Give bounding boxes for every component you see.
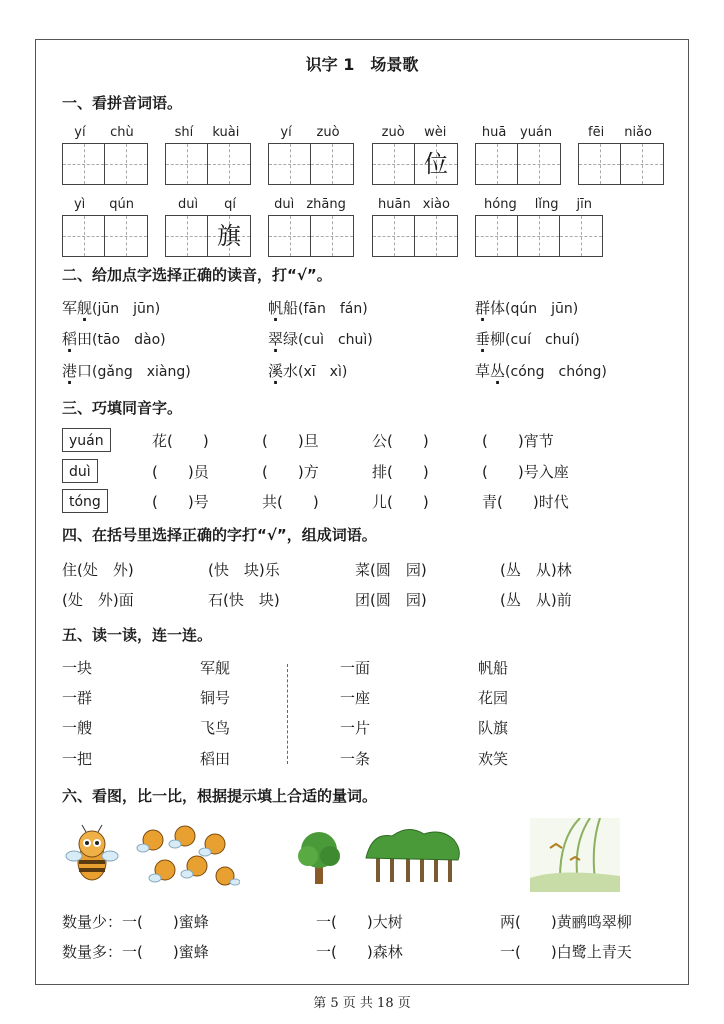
match-word[interactable]: 一把 (62, 750, 93, 768)
tianzige-cell[interactable] (373, 144, 415, 184)
pinyin-box: duì (62, 459, 98, 483)
pinyin-syllable: qí (224, 197, 236, 212)
cell-char (476, 216, 518, 256)
cell-char (166, 216, 208, 256)
match-word[interactable]: 军舰 (200, 659, 231, 677)
tianzige-cell[interactable] (518, 216, 560, 256)
tianzige-cell[interactable] (415, 144, 457, 184)
cell-char (63, 144, 105, 184)
match-word[interactable]: 一艘 (62, 719, 93, 737)
match-word[interactable]: 花园 (478, 689, 509, 707)
cell-char (311, 216, 353, 256)
tianzige-box[interactable] (62, 215, 148, 257)
tianzige-cell[interactable] (208, 216, 250, 256)
pinyin-syllable: zuò (381, 125, 405, 140)
tianzige-cell[interactable] (311, 216, 353, 256)
word-suffix: 柳 (490, 330, 506, 348)
match-word[interactable]: 一座 (340, 689, 371, 707)
tianzige-box[interactable] (268, 215, 354, 257)
dotted-char: 舰 (77, 299, 93, 317)
blank-item[interactable]: ( )宵节 (482, 432, 554, 450)
tianzige-cell[interactable] (105, 216, 147, 256)
choice-item[interactable]: (丛 从)林 (500, 561, 572, 579)
pinyin-row (372, 194, 456, 212)
pinyin-row (475, 122, 559, 140)
tianzige-cell[interactable] (166, 144, 208, 184)
measure-word-blank[interactable]: 数量少：一( )蜜蜂 (62, 913, 209, 931)
blank-item[interactable]: ( )号 (152, 493, 209, 511)
pinyin-options[interactable]: (cuí chuí) (505, 332, 580, 348)
pronunciation-item (475, 328, 580, 349)
cell-char (518, 144, 560, 184)
pinyin-row (268, 194, 352, 212)
dotted-char: 稻 (62, 330, 78, 348)
blank-item[interactable]: 花( ) (152, 432, 209, 450)
pinyin-box: yuán (62, 428, 111, 452)
pinyin-options[interactable]: (gǎng xiàng) (92, 364, 191, 380)
pinyin-syllable: duì (178, 197, 199, 212)
dotted-char: 垂 (475, 330, 491, 348)
tianzige-box[interactable] (268, 143, 354, 185)
pinyin-options[interactable]: (cóng chóng) (505, 364, 607, 380)
tianzige-cell[interactable] (208, 144, 250, 184)
word-suffix: 船 (283, 299, 299, 317)
blank-item[interactable]: ( )方 (262, 463, 319, 481)
cell-char (166, 144, 208, 184)
pronunciation-item (268, 297, 368, 318)
pinyin-syllable: wèi (424, 125, 447, 140)
pinyin-syllable: xiào (422, 197, 450, 212)
pinyin-row (165, 194, 249, 212)
choice-item[interactable]: (快 块)乐 (208, 561, 280, 579)
pronunciation-item (62, 328, 166, 349)
choice-item[interactable]: 住(处 外) (62, 561, 134, 579)
tianzige-box[interactable] (62, 143, 148, 185)
pinyin-row (165, 122, 249, 140)
pinyin-options[interactable]: (xī xì) (298, 364, 348, 380)
bee-swarm-illustration (135, 822, 240, 892)
choice-item[interactable]: (处 外)面 (62, 591, 134, 609)
tianzige-cell[interactable] (63, 144, 105, 184)
section-5-heading: 五、读一读，连一连。 (62, 626, 213, 644)
tianzige-cell[interactable] (476, 216, 518, 256)
tianzige-box[interactable] (372, 215, 458, 257)
tianzige-box[interactable] (475, 143, 561, 185)
dotted-char: 群 (475, 299, 491, 317)
blank-item[interactable]: 公( ) (372, 432, 429, 450)
match-word[interactable]: 一面 (340, 659, 371, 677)
cell-char (373, 144, 415, 184)
cell-char: 位 (424, 150, 448, 178)
cell-char (415, 216, 457, 256)
tianzige-cell[interactable] (311, 144, 353, 184)
forest-illustration (362, 826, 462, 886)
pinyin-syllable: yí (280, 125, 292, 140)
section-1-heading: 一、看拼音词语。 (62, 94, 183, 112)
match-word[interactable]: 帆船 (478, 659, 509, 677)
pinyin-syllable: huā (481, 125, 507, 140)
pinyin-syllable: shí (174, 125, 194, 140)
pinyin-syllable: kuài (212, 125, 240, 140)
blank-item[interactable]: 排( ) (372, 463, 429, 481)
blank-item[interactable]: 青( )时代 (482, 493, 569, 511)
cell-char (373, 216, 415, 256)
pinyin-options[interactable]: (tāo dào) (92, 332, 166, 348)
cell-char (105, 144, 147, 184)
tianzige-box[interactable] (165, 143, 251, 185)
cell-char (476, 144, 518, 184)
pinyin-syllable: yí (74, 125, 86, 140)
matching-divider (287, 664, 288, 764)
pinyin-row (475, 194, 601, 212)
choice-item[interactable]: 石(快 块) (208, 591, 280, 609)
pinyin-syllable: fēi (588, 125, 605, 140)
tianzige-box[interactable] (165, 215, 251, 257)
section-6-heading: 六、看图，比一比，根据提示填上合适的量词。 (62, 787, 378, 805)
pinyin-row (268, 122, 352, 140)
tianzige-cell[interactable] (579, 144, 621, 184)
match-word[interactable]: 一块 (62, 659, 93, 677)
section-3-heading: 三、巧填同音字。 (62, 399, 183, 417)
tianzige-cell[interactable] (476, 144, 518, 184)
tianzige-box[interactable] (578, 143, 664, 185)
tianzige-cell[interactable] (166, 216, 208, 256)
dotted-char: 帆 (268, 299, 284, 317)
choice-item[interactable]: 菜(圆 园) (355, 561, 427, 579)
pinyin-row (372, 122, 456, 140)
tianzige-cell[interactable] (269, 216, 311, 256)
section-2-heading: 二、给加点字选择正确的读音，打“√”。 (62, 266, 332, 284)
section-4-heading: 四、在括号里选择正确的字打“√”，组成词语。 (62, 526, 377, 544)
pinyin-syllable: zuò (316, 125, 340, 140)
pronunciation-item (62, 360, 191, 381)
pinyin-options[interactable]: (cuì chuì) (298, 332, 373, 348)
match-word[interactable]: 一条 (340, 750, 371, 768)
tianzige-cell[interactable] (518, 144, 560, 184)
tianzige-cell[interactable] (560, 216, 602, 256)
pinyin-syllable: jīn (576, 197, 592, 212)
single-tree-illustration (290, 828, 348, 886)
pinyin-options[interactable]: (jūn jūn) (92, 301, 161, 317)
choice-item[interactable]: (丛 从)前 (500, 591, 572, 609)
word-suffix: 口 (77, 362, 93, 380)
pinyin-syllable: hóng (484, 197, 517, 212)
tianzige-cell[interactable] (373, 216, 415, 256)
page-title: 识字 1 场景歌 (305, 55, 419, 74)
cell-char (579, 144, 621, 184)
pinyin-syllable: huān (378, 197, 411, 212)
single-bee-illustration (62, 822, 122, 888)
dotted-char: 翠 (268, 330, 284, 348)
pinyin-syllable: niǎo (624, 125, 652, 140)
tianzige-cell[interactable] (415, 216, 457, 256)
tianzige-box[interactable] (372, 143, 458, 185)
pinyin-syllable: yuán (520, 125, 553, 140)
dotted-char: 丛 (490, 362, 506, 380)
tianzige-box[interactable] (475, 215, 603, 257)
cell-char (269, 144, 311, 184)
pinyin-syllable: zhāng (306, 197, 346, 212)
cell-char: 旗 (217, 222, 241, 250)
pinyin-box: tóng (62, 489, 108, 513)
word-suffix: 体 (490, 299, 506, 317)
dotted-char: 溪 (268, 362, 284, 380)
word-prefix: 草 (475, 362, 491, 380)
tianzige-cell[interactable] (105, 144, 147, 184)
word-suffix: 田 (77, 330, 93, 348)
cell-char (63, 216, 105, 256)
match-word[interactable]: 飞鸟 (200, 719, 231, 737)
match-word[interactable]: 一片 (340, 719, 371, 737)
word-suffix: 水 (283, 362, 299, 380)
tianzige-cell[interactable] (269, 144, 311, 184)
cell-char (105, 216, 147, 256)
measure-word-blank[interactable]: 一( )白鹭上青天 (500, 943, 632, 961)
pronunciation-item (475, 297, 578, 318)
measure-word-blank[interactable]: 一( )大树 (316, 913, 403, 931)
pinyin-row (578, 122, 662, 140)
pinyin-row (62, 194, 146, 212)
match-word[interactable]: 一群 (62, 689, 93, 707)
blank-item[interactable]: ( )号入座 (482, 463, 569, 481)
cell-char (621, 144, 663, 184)
willow-birds-illustration (530, 818, 620, 892)
word-prefix: 军 (62, 299, 78, 317)
pinyin-options[interactable]: (qún jūn) (505, 301, 579, 317)
cell-char (518, 216, 560, 256)
blank-item[interactable]: ( )旦 (262, 432, 319, 450)
page-footer: 第 5 页 共 18 页 (313, 996, 411, 1011)
dotted-char: 港 (62, 362, 78, 380)
match-word[interactable]: 铜号 (200, 689, 231, 707)
word-suffix: 绿 (283, 330, 299, 348)
cell-char (208, 144, 250, 184)
pinyin-syllable: duì (274, 197, 295, 212)
pinyin-syllable: chù (110, 125, 134, 140)
pinyin-options[interactable]: (fān fán) (298, 301, 368, 317)
pinyin-row (62, 122, 146, 140)
blank-item[interactable]: 儿( ) (372, 493, 429, 511)
measure-word-blank[interactable]: 数量多：一( )蜜蜂 (62, 943, 209, 961)
cell-char (560, 216, 602, 256)
tianzige-cell[interactable] (621, 144, 663, 184)
cell-char (269, 216, 311, 256)
pinyin-syllable: qún (109, 197, 134, 212)
tianzige-cell[interactable] (63, 216, 105, 256)
match-word[interactable]: 欢笑 (478, 750, 509, 768)
pinyin-syllable: lǐng (534, 197, 559, 212)
measure-word-blank[interactable]: 一( )森林 (316, 943, 403, 961)
pinyin-syllable: yì (73, 197, 86, 212)
cell-char (311, 144, 353, 184)
blank-item[interactable]: 共( ) (262, 493, 319, 511)
measure-word-blank[interactable]: 两( )黄鹂鸣翠柳 (500, 913, 632, 931)
pronunciation-item (268, 328, 373, 349)
pronunciation-item (268, 360, 347, 381)
blank-item[interactable]: ( )员 (152, 463, 209, 481)
match-word[interactable]: 稻田 (200, 750, 231, 768)
pronunciation-item (475, 360, 607, 381)
pronunciation-item (62, 297, 160, 318)
match-word[interactable]: 队旗 (478, 719, 509, 737)
choice-item[interactable]: 团(圆 园) (355, 591, 427, 609)
